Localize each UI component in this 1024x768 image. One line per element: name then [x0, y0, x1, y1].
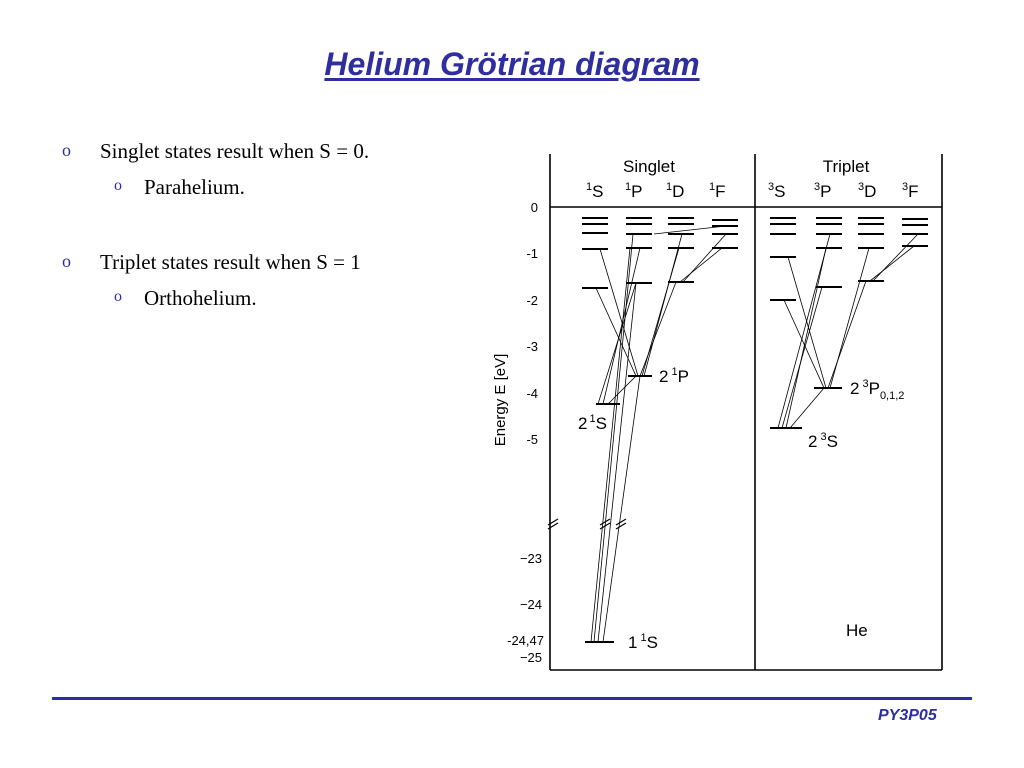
column-header-3F: $^3$F: [902, 181, 919, 201]
grotrian-diagram: [486, 140, 956, 690]
bullet-text: Orthohelium.: [144, 286, 257, 310]
axis-tick: -2: [526, 293, 538, 308]
slide-title: Helium Grötrian diagram: [324, 46, 700, 82]
bullet-text: Triplet states result when S = 1: [100, 250, 361, 274]
label-2-3P: 2 $^3P_{0,1,2}$: [850, 378, 905, 402]
footer-label: PY3P05: [878, 707, 937, 724]
column-header-3D: $^3$D: [858, 181, 877, 201]
axis-tick: -5: [526, 432, 538, 447]
column-header-3S: $^3$S: [768, 181, 786, 201]
label-2-3S: 2 $^3$S: [808, 431, 838, 451]
axis-tick: 0: [530, 200, 538, 215]
label-2-1P: 2 $^1$P: [659, 366, 689, 386]
axis-label: Energy E [eV]: [492, 353, 509, 447]
axis-tick: -1: [526, 246, 538, 261]
column-header-1P: $^1$P: [625, 181, 643, 201]
diagram-frame: [550, 154, 942, 670]
bullet-marker: o: [62, 140, 71, 160]
axis-tick: −25: [519, 650, 542, 665]
bullet-marker: o: [114, 288, 122, 305]
element-label: He: [846, 621, 868, 640]
bullet-marker: o: [62, 251, 71, 271]
singlet-header: Singlet: [623, 157, 675, 176]
label-2-1S: 2 $^1$S: [578, 413, 607, 433]
axis-tick: −23: [519, 551, 542, 566]
bullet-text: Singlet states result when S = 0.: [100, 139, 370, 163]
column-header-1S: $^1$S: [586, 181, 604, 201]
label-1-1S: 1 $^1$S: [628, 632, 658, 652]
bullet-marker: o: [114, 177, 122, 194]
axis-tick: -24,47: [507, 633, 544, 648]
axis-tick: -3: [526, 339, 538, 354]
column-header-1F: $^1$F: [709, 181, 726, 201]
column-header-3P: $^3$P: [814, 181, 832, 201]
axis-tick: −24: [519, 597, 542, 612]
footer-rule: [52, 697, 972, 700]
column-header-1D: $^1$D: [666, 181, 685, 201]
axis-tick: -4: [526, 386, 538, 401]
bullet-text: Parahelium.: [144, 175, 245, 199]
triplet-header: Triplet: [822, 157, 870, 176]
